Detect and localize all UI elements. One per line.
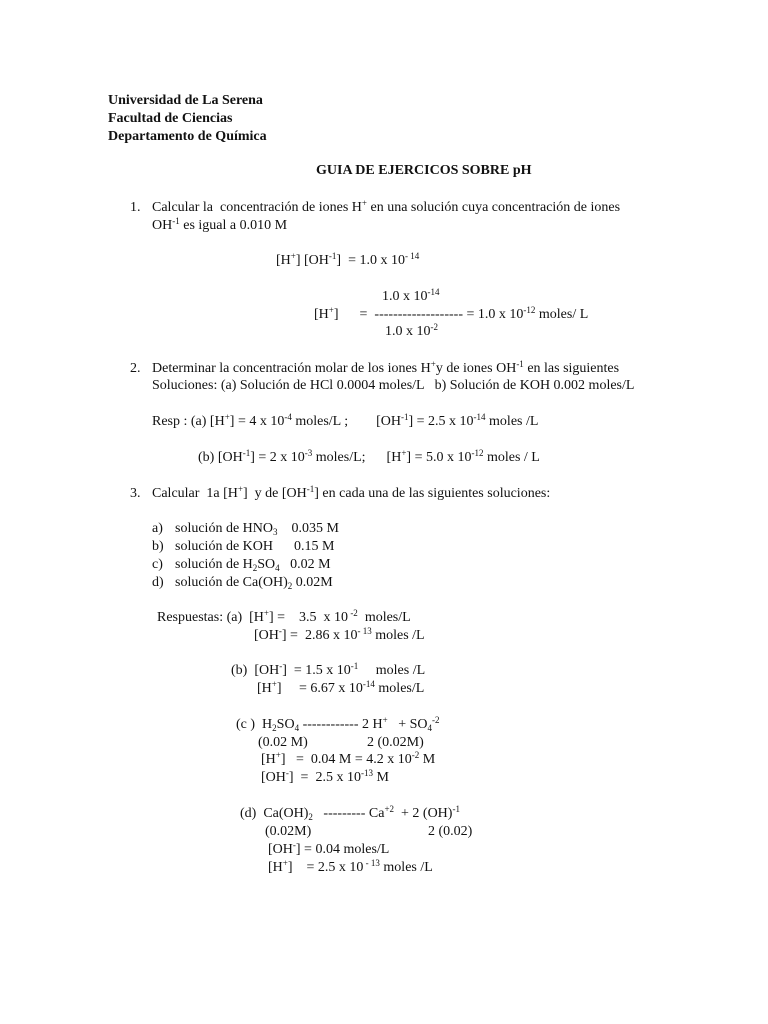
q3-answer-c-oh: [OH-] = 2.5 x $10^{-13}$ M: [261, 768, 389, 785]
q2-statement-line2: Soluciones: (a) Solución de HCl 0.0004 moles/L b) Solución de KOH 0.002 moles/L: [152, 378, 635, 393]
q3-answer-d-reaction: (d) $Ca(OH)_2$ --------- $Ca^{+2} + 2$ (OH)$^{-1}$: [240, 804, 460, 822]
q3-item-b-marker: b): [152, 539, 164, 554]
q3-answer-d-conc-left: (0.02M): [265, 824, 312, 839]
q3-answer-c-h: [H+] = 0.04 M = 4.2 x $10^{-2}$ M: [261, 750, 436, 767]
q3-answer-d-oh: [OH-] = 0.04 moles/L: [268, 840, 390, 857]
q3-answer-b-h: [H+] = 6.67 x $10^{-14}$ moles/L: [257, 679, 425, 696]
q2-answer-a: Resp : (a) [H+] = 4 x $10^{-4}$ moles/L ; $[OH^{-1}] = 2.5$ x $10^{-14}$ moles /L: [152, 412, 539, 429]
q3-item-b: solución de KOH 0.15 M: [175, 539, 335, 554]
q3-number: 3.: [130, 486, 141, 501]
q3-answer-d-h: [H+] = 2.5 x 10 $^{- 13}$ moles /L: [268, 858, 433, 875]
q1-ion-product: [H+] $[OH^{-1}] = 1.0$ x $10^{- 14}$: [276, 251, 420, 268]
q3-answer-c-reaction: (c ) $H_2SO_4$ ------------ 2 $H^+ + SO_4^{-2}$: [236, 715, 440, 733]
q2-number: 2.: [130, 361, 141, 376]
q2-statement-line1: Determinar la concentración molar de los iones H+y de iones $OH^{-1}$ en las siguientes: [152, 359, 620, 376]
q3-answer-b-oh: (b) [OH-] = 1.5 x $10^{-1}$ moles /L: [231, 661, 426, 678]
q3-item-c: solución de $H_2SO_4$ 0.02 M: [175, 557, 331, 573]
q1-fraction-denominator: 1.0 x $10^{-2}$: [385, 322, 438, 339]
q3-answer-a-oh: [OH-] = 2.86 x $10^{- 13}$ moles /L: [254, 626, 425, 643]
q3-answer-a-h: Respuestas: (a) [H+] = 3.5 x 10 $^{-2}$ moles/L: [157, 608, 411, 625]
q3-item-a: solución de $HNO_3$ 0.035 M: [175, 521, 339, 537]
university-name: Universidad de La Serena: [108, 93, 263, 108]
q3-item-a-marker: a): [152, 521, 163, 536]
q3-item-d-marker: d): [152, 575, 164, 590]
faculty-name: Facultad de Ciencias: [108, 111, 233, 126]
q1-fraction-line: [H+] = ------------------- = 1.0 x $10^{-12}$ moles/ L: [314, 305, 589, 322]
q3-answer-c-conc-right: 2 (0.02M): [367, 735, 424, 750]
q3-answer-d-conc-right: 2 (0.02): [428, 824, 473, 839]
department-name: Departamento de Química: [108, 129, 267, 144]
q3-item-c-marker: c): [152, 557, 163, 572]
q1-statement-line2: $OH^{-1}$ es igual a 0.010 M: [152, 216, 288, 233]
document-title: GUIA DE EJERCICOS SOBRE pH: [316, 163, 532, 178]
q2-answer-b: (b) $[OH^{-1}] = 2$ x $10^{-3}$ moles/L; [H+] = 5.0 x $10^{-12}$ moles / L: [198, 448, 540, 465]
q1-fraction-numerator: 1.0 x $10^{-14}$: [382, 287, 440, 304]
q3-answer-c-conc-left: (0.02 M): [258, 735, 308, 750]
q1-statement-line1: Calcular la concentración de iones H+ en una solución cuya concentración de iones: [152, 198, 621, 215]
q1-number: 1.: [130, 200, 141, 215]
q3-statement: Calcular 1a [H+] y de $[OH^{-1}]$ en cada una de las siguientes soluciones:: [152, 484, 551, 501]
q3-item-d: solución de $Ca(OH)_2$ 0.02M: [175, 575, 333, 591]
